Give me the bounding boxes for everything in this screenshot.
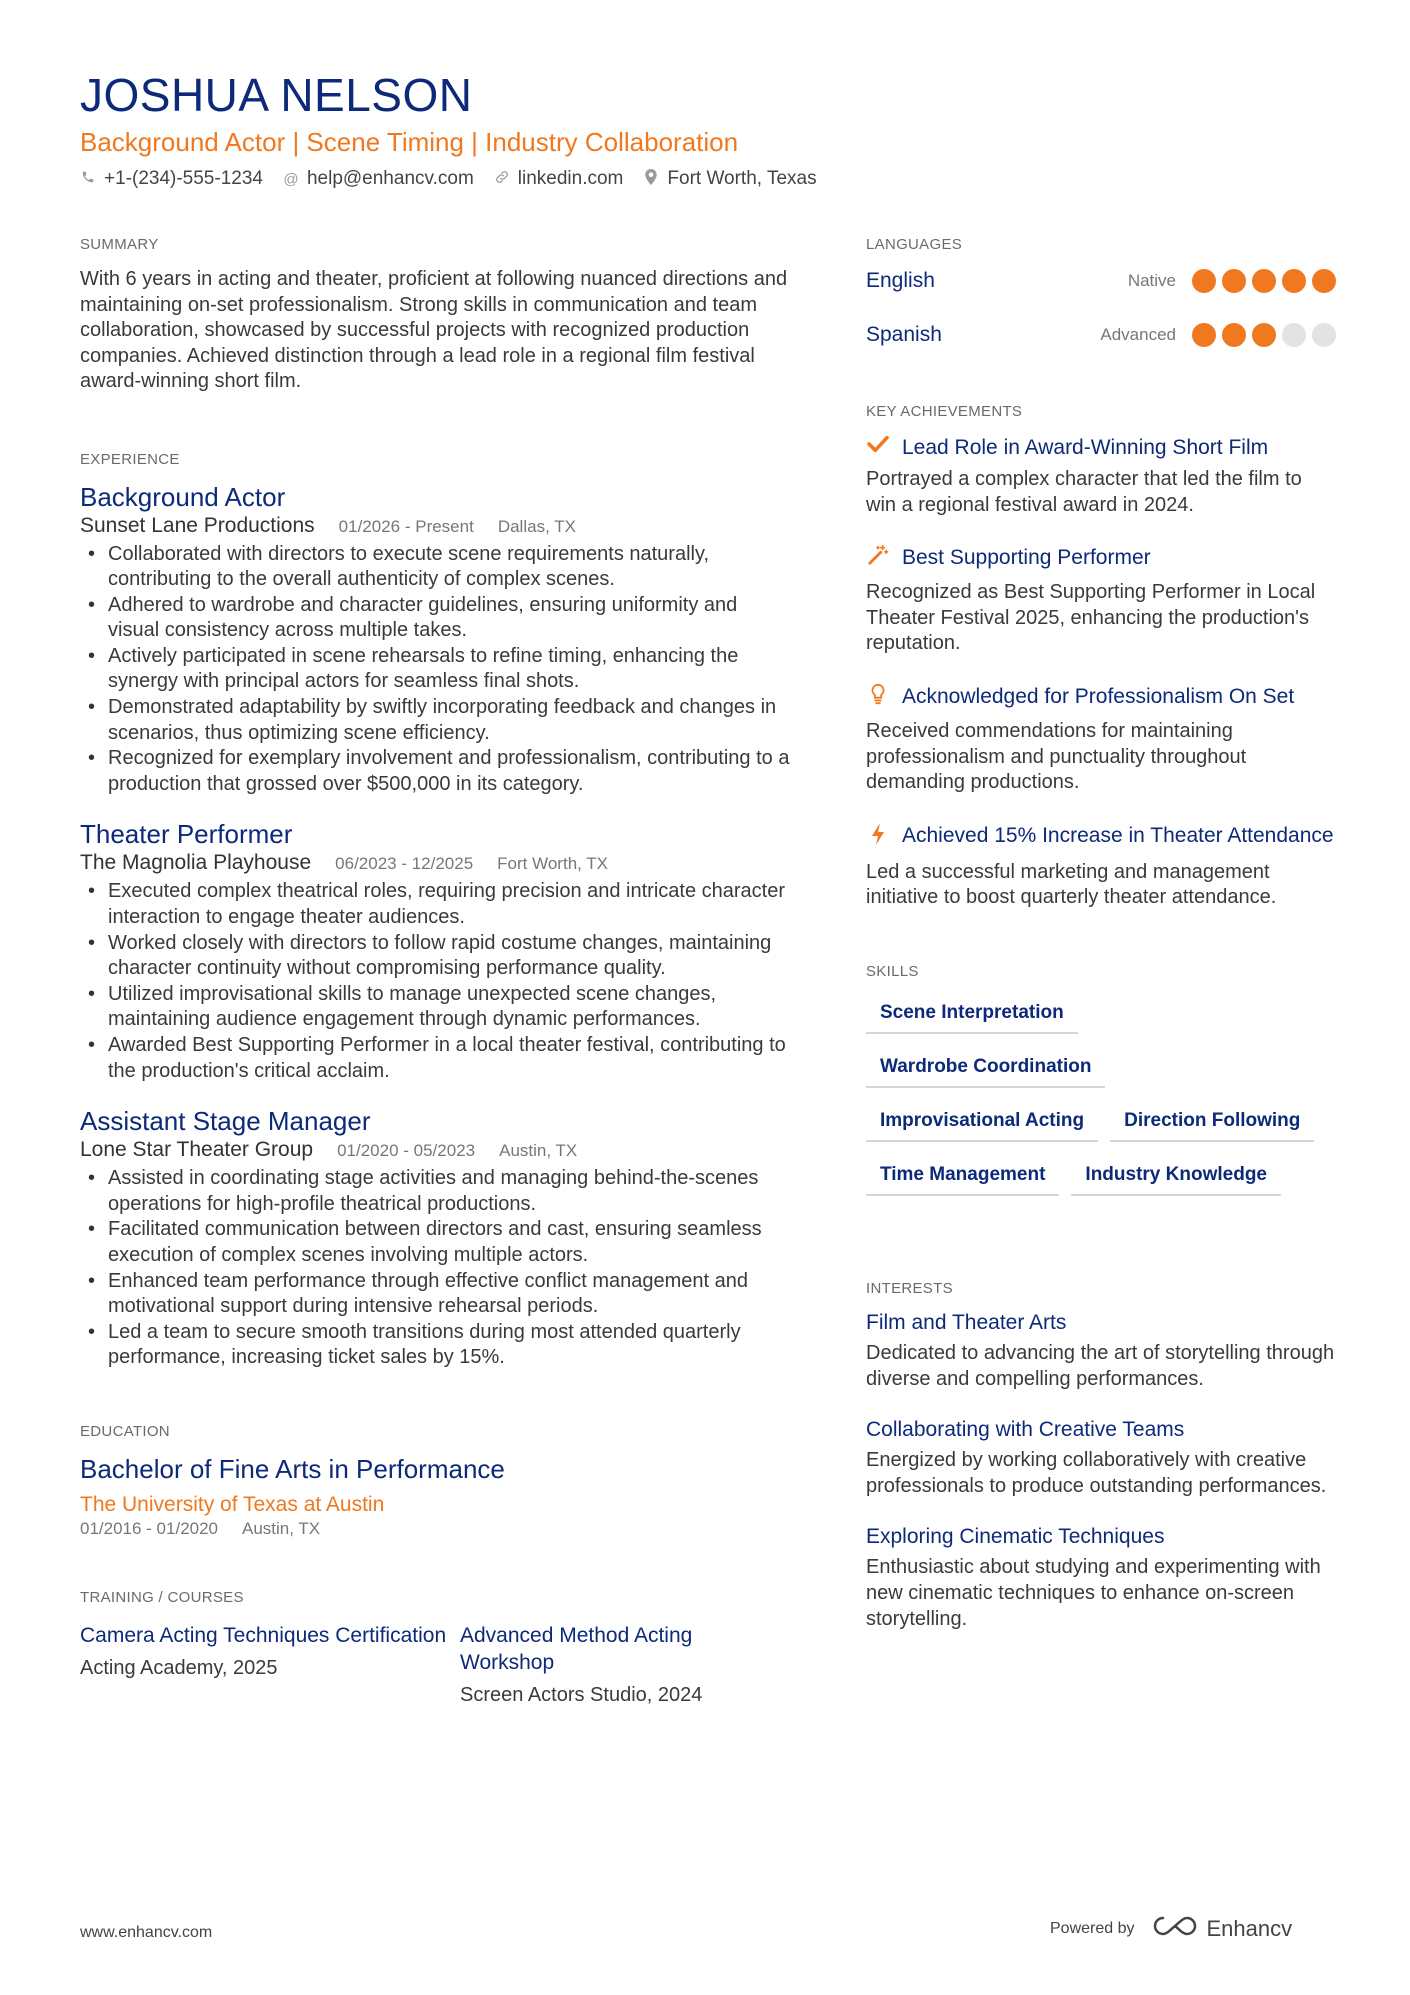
interest-title: Film and Theater Arts bbox=[866, 1310, 1067, 1334]
experience-company: Sunset Lane Productions bbox=[80, 513, 315, 537]
bullet-item: • Facilitated communication between directors and cast, ensuring seamless execution of complex scenes involving multiple actors. bbox=[80, 1217, 790, 1268]
bullet-item: • Demonstrated adaptability by swiftly incorporating feedback and changes in scenarios, thus optimizing scene efficiency. bbox=[80, 695, 790, 746]
interest-item bbox=[866, 1418, 1336, 1499]
skill-tag: Wardrobe Coordination bbox=[866, 1048, 1105, 1088]
experience-role: Assistant Stage Manager bbox=[80, 1106, 371, 1137]
experience-bullets bbox=[80, 879, 790, 1084]
rating-dot-filled bbox=[1282, 269, 1306, 293]
bullet-item: • Assisted in coordinating stage activities and managing behind-the-scenes operations for high-profile theatrical productions. bbox=[80, 1166, 790, 1217]
language-row bbox=[866, 315, 1336, 355]
summary-text: With 6 years in acting and theater, proficient at following nuanced directions and maintaining on-set professionalism. Strong skills in communication and team collaboration, showcased by successful projects with recognized production companies. Achieved distinction through a lead role in a regional film festival award-winning short film. bbox=[80, 268, 788, 392]
check-icon bbox=[866, 434, 890, 461]
interest-title: Collaborating with Creative Teams bbox=[866, 1418, 1185, 1442]
experience-meta bbox=[80, 1138, 790, 1162]
contact-location bbox=[643, 168, 816, 190]
experience-role: Theater Performer bbox=[80, 819, 293, 850]
experience-meta bbox=[80, 514, 790, 538]
experience-item bbox=[80, 482, 790, 798]
rating-dot-empty bbox=[1312, 323, 1336, 347]
contact-bar bbox=[80, 168, 817, 190]
language-row bbox=[866, 261, 1336, 301]
education-heading: EDUCATION bbox=[80, 1422, 170, 1440]
experience-location: Dallas, TX bbox=[497, 516, 576, 536]
languages-heading: LANGUAGES bbox=[866, 236, 963, 253]
candidate-subtitle: Background Actor | Scene Timing | Industry Collaboration bbox=[80, 127, 739, 157]
interest-desc: Enthusiastic about studying and experimenting with new cinematic techniques to enhance on-screen storytelling. bbox=[866, 1556, 1321, 1630]
phone-text: +1-(234)-555-1234 bbox=[104, 168, 263, 189]
experience-date: 06/2023 - 12/2025 bbox=[335, 854, 474, 874]
language-level: Native bbox=[1127, 271, 1176, 290]
experience-section bbox=[80, 451, 790, 1371]
contact-phone bbox=[80, 168, 263, 190]
at-icon: @ bbox=[283, 170, 299, 188]
course-org: Screen Actors Studio, 2024 bbox=[460, 1683, 703, 1706]
skills-section bbox=[866, 963, 1336, 1210]
location-pin-icon bbox=[643, 169, 659, 189]
interests-heading: INTERESTS bbox=[866, 1279, 953, 1297]
bullet-item: • Led a team to secure smooth transitions during most attended quarterly performance, increasing ticket sales by 15%. bbox=[80, 1320, 790, 1371]
achievement-desc: Recognized as Best Supporting Performer in Local Theater Festival 2025, enhancing the production's reputation. bbox=[866, 581, 1316, 655]
lightbulb-icon bbox=[866, 683, 890, 713]
achievements-section bbox=[866, 403, 1336, 911]
lightning-icon bbox=[866, 822, 890, 854]
contact-linkedin[interactable] bbox=[494, 168, 624, 190]
education-school: The University of Texas at Austin bbox=[80, 1492, 385, 1516]
summary-section bbox=[80, 236, 790, 395]
bullet-item: • Enhanced team performance through effective conflict management and motivational support during intensive rehearsal periods. bbox=[80, 1269, 790, 1320]
achievement-head bbox=[866, 434, 1336, 461]
experience-location: Fort Worth, TX bbox=[497, 854, 609, 874]
education-section bbox=[80, 1423, 790, 1539]
achievement-item bbox=[866, 822, 1336, 911]
powered-by-text: Powered by bbox=[1050, 1920, 1135, 1937]
skill-tag: Improvisational Acting bbox=[866, 1102, 1098, 1142]
rating-dot-filled bbox=[1252, 269, 1276, 293]
achievement-head bbox=[866, 544, 1336, 574]
rating-dot-filled bbox=[1222, 269, 1246, 293]
bullet-item: • Recognized for exemplary involvement and professionalism, contributing to a production that grossed over $500,000 in its category. bbox=[80, 746, 790, 797]
achievement-desc: Led a successful marketing and management initiative to boost quarterly theater attendance. bbox=[866, 860, 1277, 909]
education-date: 01/2016 - 01/2020 bbox=[80, 1518, 219, 1538]
linkedin-text[interactable]: linkedin.com bbox=[517, 168, 624, 189]
skill-tag: Direction Following bbox=[1110, 1102, 1314, 1142]
bullet-item: • Adhered to wardrobe and character guidelines, ensuring uniformity and visual consistency across multiple takes. bbox=[80, 593, 790, 644]
courses-section bbox=[80, 1589, 790, 1707]
bullet-item: • Collaborated with directors to execute scene requirements naturally, contributing to the overall authenticity of complex scenes. bbox=[80, 542, 790, 593]
bullet-item: • Actively participated in scene rehearsals to refine timing, enhancing the synergy with principal actors for seamless final shots. bbox=[80, 644, 790, 695]
footer-branding bbox=[1050, 1914, 1292, 1944]
experience-item bbox=[80, 819, 790, 1084]
bullet-item: • Utilized improvisational skills to manage unexpected scene changes, maintaining audience engagement through dynamic performances. bbox=[80, 982, 790, 1033]
education-meta bbox=[80, 1519, 790, 1539]
achievement-title: Lead Role in Award-Winning Short Film bbox=[902, 436, 1269, 459]
course-name: Camera Acting Techniques Certification bbox=[80, 1623, 447, 1647]
achievement-desc: Portrayed a complex character that led the film to win a regional festival award in 2024. bbox=[866, 468, 1302, 516]
skill-tag: Industry Knowledge bbox=[1071, 1156, 1281, 1196]
rating-dot-filled bbox=[1192, 269, 1216, 293]
language-level: Advanced bbox=[1100, 325, 1176, 344]
experience-meta bbox=[80, 851, 790, 875]
interest-item bbox=[866, 1311, 1336, 1392]
candidate-name: JOSHUA NELSON bbox=[80, 69, 473, 121]
course-org: Acting Academy, 2025 bbox=[80, 1656, 278, 1679]
achievement-title: Achieved 15% Increase in Theater Attendance bbox=[902, 823, 1334, 847]
experience-company: The Magnolia Playhouse bbox=[80, 851, 312, 875]
achievement-item bbox=[866, 434, 1336, 518]
bullet-item: • Worked closely with directors to follow rapid costume changes, maintaining character continuity without compromising performance quality. bbox=[80, 931, 790, 982]
experience-item bbox=[80, 1106, 790, 1371]
rating-dot-filled bbox=[1252, 323, 1276, 347]
language-rating bbox=[1192, 323, 1336, 347]
interest-item bbox=[866, 1525, 1336, 1632]
education-location: Austin, TX bbox=[242, 1518, 321, 1538]
course-name: Advanced Method Acting Workshop bbox=[460, 1623, 693, 1674]
interests-section bbox=[866, 1280, 1336, 1632]
rating-dot-empty bbox=[1282, 323, 1306, 347]
courses-heading: TRAINING / COURSES bbox=[80, 1588, 244, 1606]
left-column bbox=[80, 236, 790, 1707]
achievement-head bbox=[866, 683, 1336, 713]
interest-title: Exploring Cinematic Techniques bbox=[866, 1525, 1165, 1549]
experience-bullets bbox=[80, 542, 790, 798]
education-degree: Bachelor of Fine Arts in Performance bbox=[80, 1453, 505, 1484]
rating-dot-filled bbox=[1192, 323, 1216, 347]
magic-wand-icon bbox=[866, 544, 890, 574]
experience-date: 01/2020 - 05/2023 bbox=[337, 1141, 476, 1161]
infinity-logo-icon bbox=[1151, 1914, 1199, 1944]
skill-tag: Scene Interpretation bbox=[866, 994, 1078, 1034]
experience-bullets bbox=[80, 1166, 790, 1371]
bullet-item: • Awarded Best Supporting Performer in a local theater festival, contributing to the production's critical acclaim. bbox=[80, 1033, 790, 1084]
skill-tag: Time Management bbox=[866, 1156, 1059, 1196]
languages-section bbox=[866, 236, 1336, 355]
contact-email[interactable] bbox=[283, 168, 474, 190]
languages-list bbox=[866, 261, 1336, 355]
phone-icon bbox=[80, 170, 96, 188]
experience-role: Background Actor bbox=[80, 481, 286, 512]
bullet-item: • Executed complex theatrical roles, requiring precision and intricate character interaction to engage theater audiences. bbox=[80, 879, 790, 930]
achievement-item bbox=[866, 544, 1336, 657]
achievements-heading: KEY ACHIEVEMENTS bbox=[866, 403, 1023, 420]
language-name: Spanish bbox=[866, 323, 942, 346]
right-column bbox=[866, 236, 1336, 1632]
skills-list bbox=[866, 994, 1336, 1210]
email-text[interactable]: help@enhancv.com bbox=[306, 168, 474, 189]
interest-desc: Energized by working collaboratively with creative professionals to produce outstanding performances. bbox=[866, 1449, 1327, 1497]
rating-dot-filled bbox=[1222, 323, 1246, 347]
footer-website[interactable]: www.enhancv.com bbox=[80, 1924, 213, 1941]
enhancv-logo[interactable] bbox=[1151, 1914, 1293, 1944]
experience-location: Austin, TX bbox=[499, 1141, 578, 1161]
link-icon bbox=[494, 169, 510, 189]
achievement-title: Best Supporting Performer bbox=[902, 546, 1151, 570]
interest-desc: Dedicated to advancing the art of storytelling through diverse and compelling performances. bbox=[866, 1341, 1335, 1390]
achievement-desc: Received commendations for maintaining professionalism and punctuality throughout demanding productions. bbox=[866, 719, 1247, 794]
achievement-item bbox=[866, 683, 1336, 796]
language-rating bbox=[1192, 269, 1336, 293]
skills-heading: SKILLS bbox=[866, 962, 919, 980]
rating-dot-filled bbox=[1312, 269, 1336, 293]
language-name: English bbox=[866, 269, 935, 292]
courses-list bbox=[80, 1622, 790, 1707]
achievement-head bbox=[866, 822, 1336, 854]
course-item bbox=[80, 1622, 460, 1707]
experience-date: 01/2026 - Present bbox=[338, 516, 474, 536]
course-item bbox=[460, 1622, 760, 1707]
experience-heading: EXPERIENCE bbox=[80, 450, 180, 468]
summary-heading: SUMMARY bbox=[80, 236, 159, 253]
achievement-title: Acknowledged for Professionalism On Set bbox=[902, 684, 1295, 708]
brand-name: Enhancv bbox=[1206, 1916, 1293, 1941]
experience-company: Lone Star Theater Group bbox=[80, 1138, 314, 1162]
location-text: Fort Worth, Texas bbox=[667, 168, 817, 189]
